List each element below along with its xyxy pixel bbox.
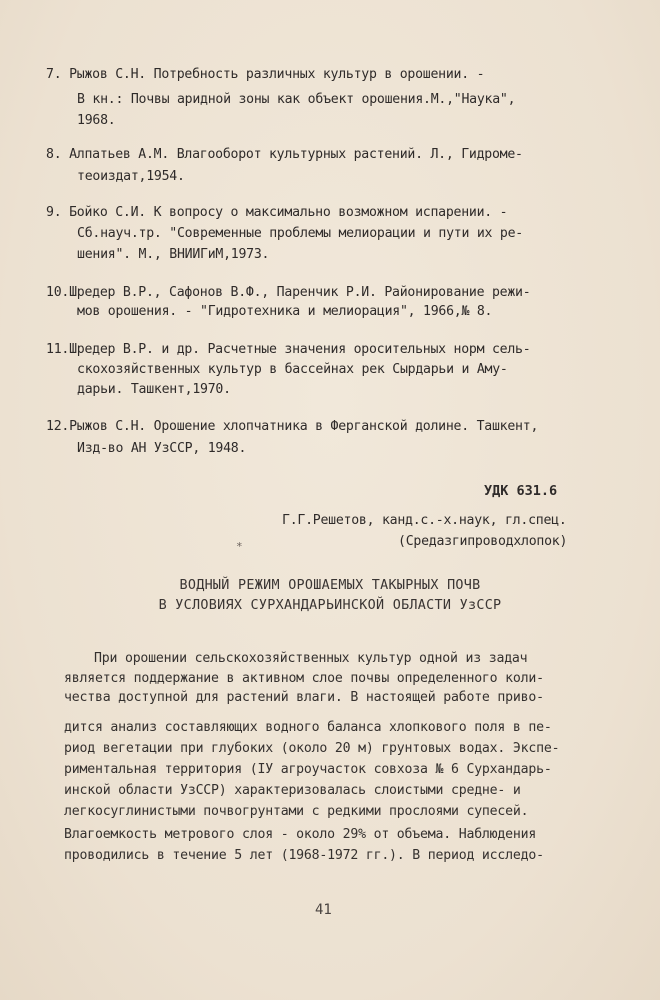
reference-11-line-3: дарьи. Ташкент,1970. <box>77 382 231 397</box>
body-line-7: инской области УзССР) характеризовалась слоистыми средне- и <box>64 783 521 798</box>
article-title-line-1: ВОДНЫЙ РЕЖИМ ОРОШАЕМЫХ ТАКЫРНЫХ ПОЧВ <box>179 578 481 593</box>
reference-8-line-2: теоиздат,1954. <box>77 169 185 184</box>
author-organization: (Средазгипроводхлопок) <box>398 534 568 549</box>
reference-10-line-2: мов орошения. - "Гидротехника и мелиорация", 1966,№ 8. <box>77 304 493 319</box>
reference-12-line-1: 12.Рыжов С.Н. Орошение хлопчатника в Ферганской долине. Ташкент, <box>46 419 539 434</box>
body-line-4: дится анализ составляющих водного баланса хлопкового поля в пе- <box>64 720 552 735</box>
body-line-5: риод вегетации при глубоких (около 20 м) грунтовых водах. Экспе- <box>64 741 560 756</box>
article-title-line-2: В УСЛОВИЯХ СУРХАНДАРЬИНСКОЙ ОБЛАСТИ УзССР <box>158 598 502 613</box>
reference-11-line-2: скохозяйственных культур в бассейнах рек Сырдарьи и Аму- <box>77 362 508 377</box>
stray-mark: * <box>236 540 243 553</box>
reference-11-line-1: 11.Шредер В.Р. и др. Расчетные значения оросительных норм сель- <box>46 342 531 357</box>
reference-7-line-2: В кн.: Почвы аридной зоны как объект орошения.М.,"Наука", <box>77 92 516 107</box>
author-name: Г.Г.Решетов, канд.с.-х.наук, гл.спец. <box>282 513 567 528</box>
reference-12-line-2: Изд-во АН УзССР, 1948. <box>77 441 247 456</box>
body-line-10: проводились в течение 5 лет (1968-1972 гг.). В период исследо- <box>64 848 544 863</box>
body-line-2: является поддержание в активном слое почвы определенного коли- <box>64 671 544 686</box>
reference-9-line-1: 9. Бойко С.И. К вопросу о максимально возможном испарении. - <box>46 205 508 220</box>
udk-code: УДК 631.6 <box>484 483 558 499</box>
reference-7-line-1: 7. Рыжов С.Н. Потребность различных культур в орошении. - <box>46 67 485 82</box>
page-number: 41 <box>315 902 332 918</box>
body-line-8: легкосуглинистыми почвогрунтами с редкими прослоями супесей. <box>64 804 529 819</box>
reference-8-line-1: 8. Алпатьев А.М. Влагооборот культурных растений. Л., Гидроме- <box>46 147 523 162</box>
body-line-1: При орошении сельскохозяйственных культур одной из задач <box>94 651 528 666</box>
body-line-3: чества доступной для растений влаги. В настоящей работе приво- <box>64 690 544 705</box>
body-line-9: Влагоемкость метрового слоя - около 29% от объема. Наблюдения <box>64 827 537 842</box>
body-line-6: риментальная территория (IУ агроучасток совхоза № 6 Сурхандарь- <box>64 762 552 777</box>
reference-10-line-1: 10.Шредер В.Р., Сафонов В.Ф., Паренчик Р.И. Районирование режи- <box>46 285 531 300</box>
reference-9-line-3: шения". М., ВНИИГиМ,1973. <box>77 247 270 262</box>
reference-9-line-2: Сб.науч.тр. "Современные проблемы мелиорации и пути их ре- <box>77 226 523 241</box>
reference-7-line-3: 1968. <box>77 113 116 128</box>
